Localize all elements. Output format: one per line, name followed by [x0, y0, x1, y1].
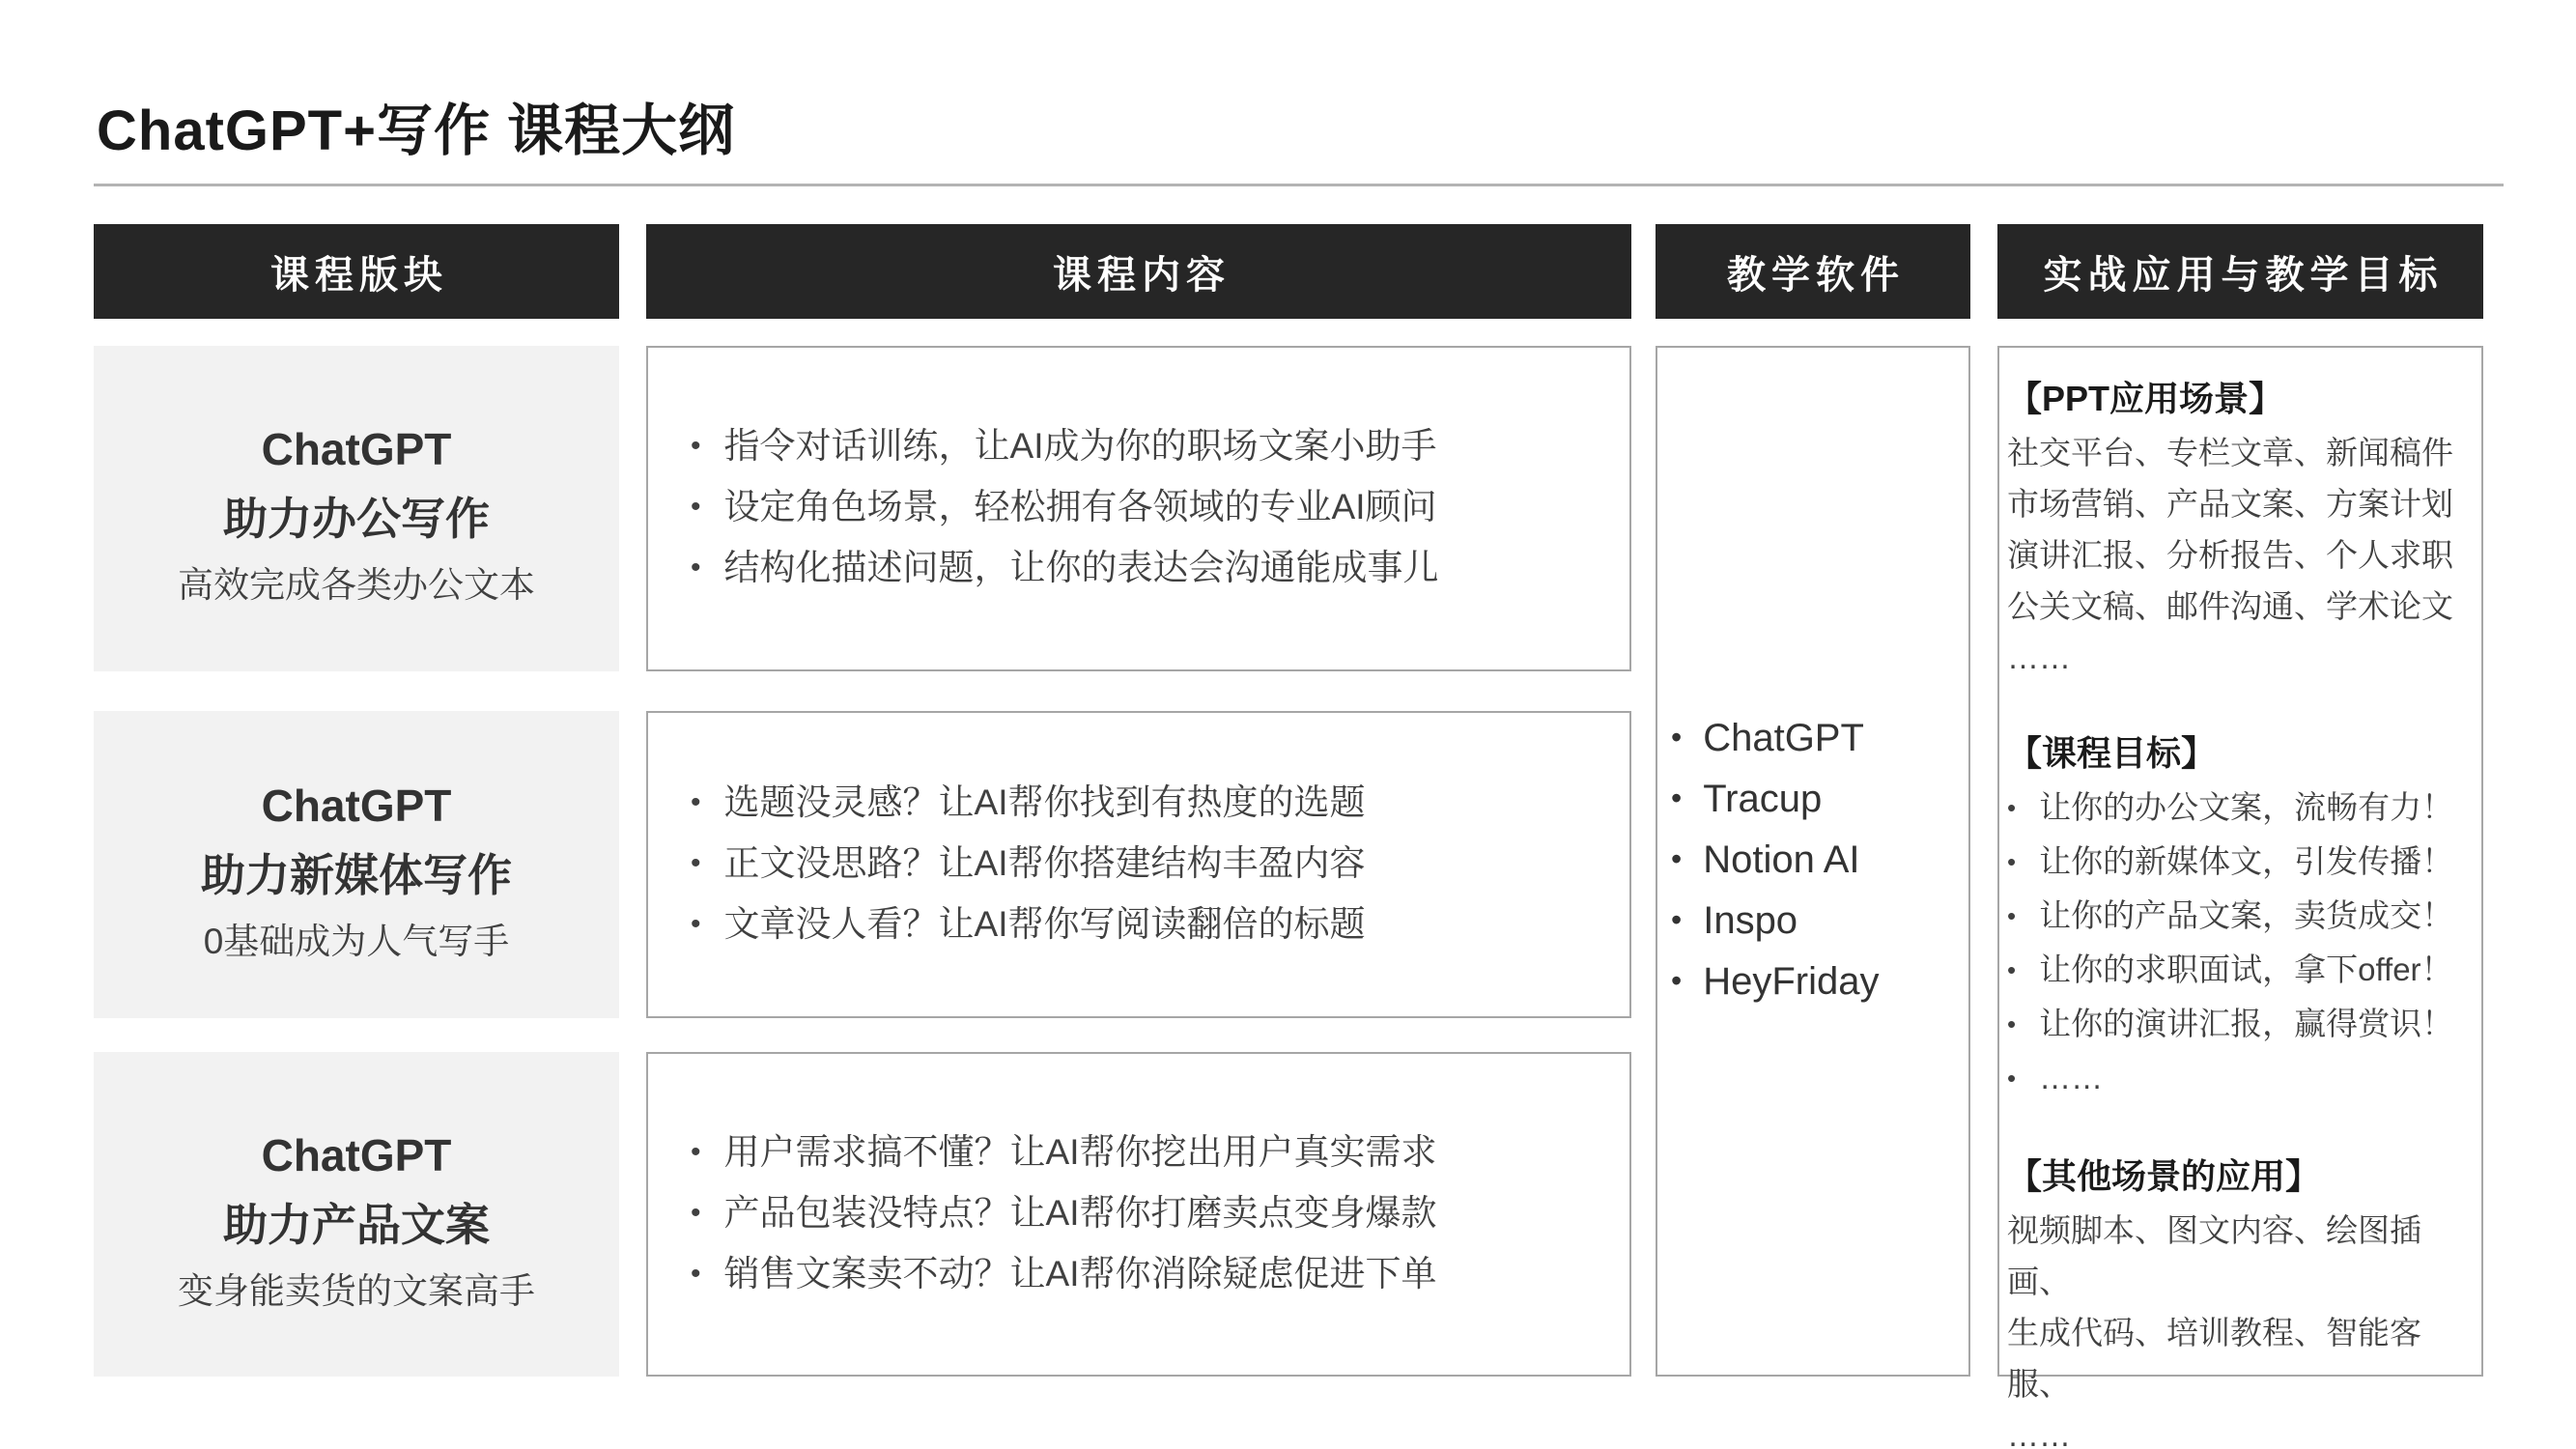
module-title-line: ChatGPT — [261, 780, 452, 831]
content-bullet: • 用户需求搞不懂？让AI帮你挖出用户真实需求 — [691, 1123, 1436, 1184]
content-cell-new-media-writing — [646, 711, 1631, 1018]
module-cell-office-writing — [94, 346, 619, 671]
goal-item: • 让你的新媒体文，引发传播！ — [2007, 836, 2458, 890]
section-course-goals — [2007, 731, 2458, 1106]
goal-item: • 让你的办公文案，流畅有力！ — [2007, 781, 2458, 836]
module-title-line: ChatGPT — [261, 1129, 452, 1180]
content-bullet: • 文章没人看？让AI帮你写阅读翻倍的标题 — [691, 895, 1365, 956]
software-item: • Inspo — [1671, 892, 1879, 952]
software-item: • Notion AI — [1671, 831, 1879, 892]
scenario-line: 市场营销、产品文案、方案计划 — [2007, 486, 2453, 522]
scenario-line: 社交平台、专栏文章、新闻稿件 — [2007, 435, 2453, 470]
software-cell — [1656, 346, 1970, 1377]
module-subtitle: 高效完成各类办公文本 — [178, 565, 535, 605]
content-bullet: • 产品包装没特点？让AI帮你打磨卖点变身爆款 — [691, 1184, 1436, 1245]
module-title-line: 助力产品文案 — [223, 1199, 490, 1250]
software-list — [1657, 709, 1884, 1013]
software-item: • HeyFriday — [1671, 952, 1879, 1013]
scenario-line: …… — [2007, 1417, 2071, 1449]
goal-item: • 让你的演讲汇报，赢得赏识！ — [2007, 998, 2458, 1052]
content-cell-product-copy — [646, 1052, 1631, 1377]
header-applications-goals: 实战应用与教学目标 — [1997, 224, 2483, 319]
title-divider — [94, 184, 2504, 186]
page-title: ChatGPT+写作 课程大纲 — [97, 99, 736, 162]
section-other-scenarios — [2007, 1154, 2458, 1449]
goal-item: • 让你的求职面试，拿下offer！ — [2007, 944, 2458, 998]
module-title-line: ChatGPT — [261, 424, 452, 474]
header-course-content: 课程内容 — [646, 224, 1631, 319]
content-bullet: • 正文没思路？让AI帮你搭建结构丰盈内容 — [691, 835, 1365, 895]
course-table — [94, 224, 2483, 1449]
section-heading: 【课程目标】 — [2007, 733, 2217, 773]
scenario-line: 生成代码、培训教程、智能客服、 — [2007, 1315, 2421, 1402]
section-heading: 【其他场景的应用】 — [2007, 1156, 2321, 1196]
scenario-line: 演讲汇报、分析报告、个人求职 — [2007, 537, 2453, 573]
scenario-line: …… — [2007, 639, 2071, 675]
software-item: • Tracup — [1671, 770, 1879, 831]
module-subtitle: 变身能卖货的文案高手 — [178, 1270, 535, 1311]
content-bullet: • 结构化描述问题，让你的表达会沟通能成事儿 — [691, 539, 1439, 600]
content-bullet: • 销售文案卖不动？让AI帮你消除疑虑促进下单 — [691, 1245, 1436, 1306]
content-bullet-list — [648, 1123, 1446, 1306]
content-cell-office-writing — [646, 346, 1631, 671]
module-title-line: 助力办公写作 — [223, 494, 490, 544]
applications-cell — [1997, 346, 2483, 1449]
section-lines — [2007, 427, 2458, 683]
module-cell-product-copy — [94, 1052, 619, 1377]
section-ppt-scenarios — [2007, 377, 2458, 683]
content-bullet: • 指令对话训练，让AI成为你的职场文案小助手 — [691, 417, 1439, 478]
content-bullet-list — [648, 417, 1449, 600]
module-cell-new-media-writing — [94, 711, 619, 1018]
header-course-module: 课程版块 — [94, 224, 619, 319]
module-title-line: 助力新媒体写作 — [201, 849, 512, 900]
section-lines — [2007, 1205, 2458, 1449]
header-teaching-software: 教学软件 — [1656, 224, 1970, 319]
software-item: • ChatGPT — [1671, 709, 1879, 770]
section-heading: 【PPT应用场景】 — [2007, 379, 2284, 418]
content-bullet: • 选题没灵感？让AI帮你找到有热度的选题 — [691, 774, 1365, 835]
section-lines — [2007, 781, 2458, 1106]
content-bullet: • 设定角色场景，轻松拥有各领域的专业AI顾问 — [691, 478, 1439, 539]
goal-item: • …… — [2007, 1052, 2458, 1106]
scenario-line: 公关文稿、邮件沟通、学术论文 — [2007, 588, 2453, 624]
content-bullet-list — [648, 774, 1374, 956]
scenario-line: 视频脚本、图文内容、绘图插画、 — [2007, 1212, 2421, 1299]
goal-item: • 让你的产品文案，卖货成交！ — [2007, 890, 2458, 944]
module-subtitle: 0基础成为人气写手 — [203, 921, 510, 961]
